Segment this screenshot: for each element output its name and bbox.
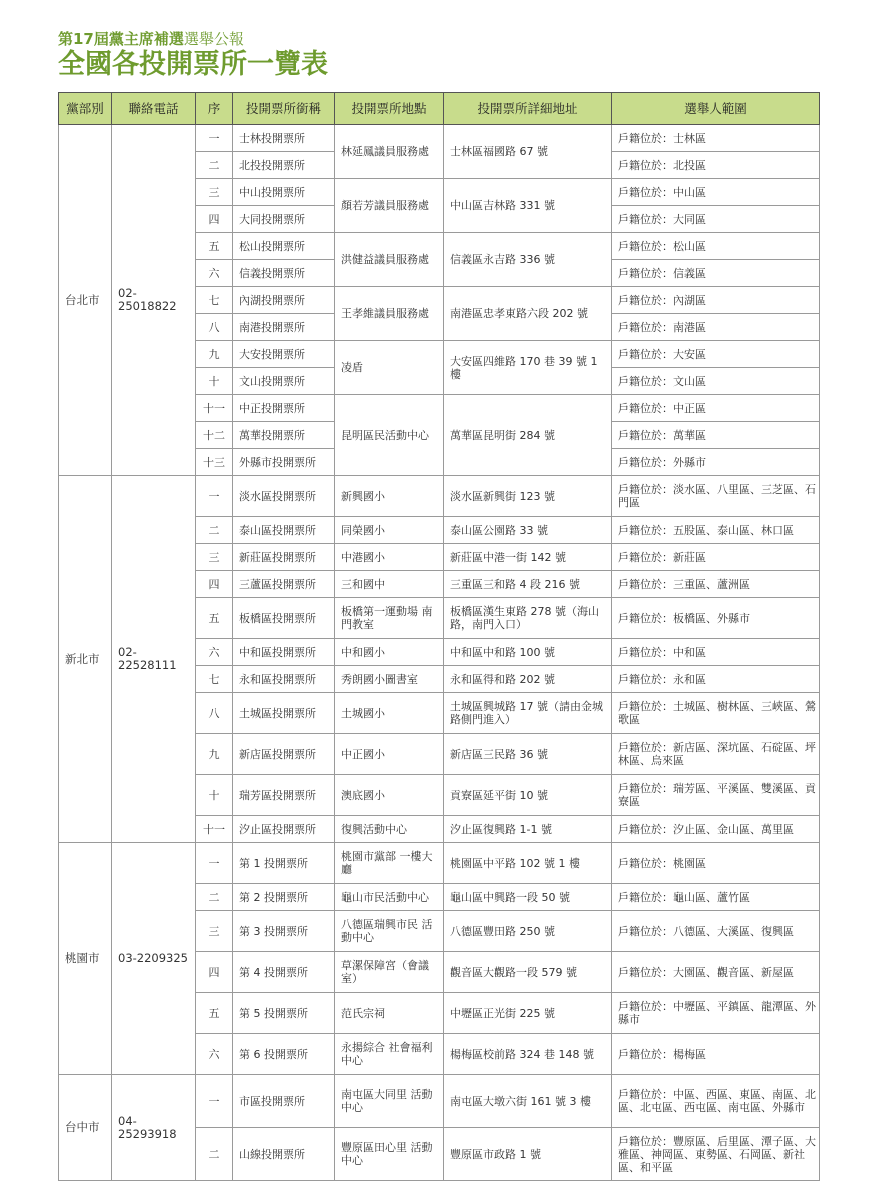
column-header: 投開票所地點 bbox=[335, 93, 444, 125]
location-cell: 凌盾 bbox=[335, 341, 444, 395]
station-name-cell: 第 4 投開票所 bbox=[233, 952, 335, 993]
station-name-cell: 士林投開票所 bbox=[233, 125, 335, 152]
seq-cell: 四 bbox=[196, 571, 233, 598]
table-row bbox=[59, 843, 820, 884]
table-header-row bbox=[59, 93, 820, 125]
location-cell: 中港國小 bbox=[335, 544, 444, 571]
seq-cell: 三 bbox=[196, 911, 233, 952]
location-cell: 桃園市黨部 一樓大廳 bbox=[335, 843, 444, 884]
location-cell: 洪健益議員服務處 bbox=[335, 233, 444, 287]
scope-cell: 戶籍位於：汐止區、金山區、萬里區 bbox=[612, 816, 820, 843]
seq-cell: 三 bbox=[196, 179, 233, 206]
seq-cell: 十 bbox=[196, 368, 233, 395]
address-cell: 板橋區漢生東路 278 號（海山路，南門入口） bbox=[444, 598, 612, 639]
bulletin-subtitle bbox=[58, 30, 328, 48]
seq-cell: 六 bbox=[196, 1034, 233, 1075]
seq-cell: 五 bbox=[196, 993, 233, 1034]
scope-cell: 戶籍位於：中壢區、平鎮區、龍潭區、外縣市 bbox=[612, 993, 820, 1034]
station-name-cell: 第 1 投開票所 bbox=[233, 843, 335, 884]
address-cell: 楊梅區校前路 324 巷 148 號 bbox=[444, 1034, 612, 1075]
seq-cell: 三 bbox=[196, 544, 233, 571]
address-cell: 八德區豐田路 250 號 bbox=[444, 911, 612, 952]
address-cell: 永和區得和路 202 號 bbox=[444, 666, 612, 693]
page-title: 全國各投開票所一覽表 bbox=[58, 49, 328, 80]
address-cell: 中山區吉林路 331 號 bbox=[444, 179, 612, 233]
scope-cell: 戶籍位於：桃園區 bbox=[612, 843, 820, 884]
seq-cell: 九 bbox=[196, 734, 233, 775]
location-cell: 三和國中 bbox=[335, 571, 444, 598]
seq-cell: 六 bbox=[196, 639, 233, 666]
phone-cell: 03-2209325 bbox=[112, 843, 196, 1075]
station-name-cell: 北投投開票所 bbox=[233, 152, 335, 179]
seq-cell: 八 bbox=[196, 693, 233, 734]
location-cell: 龜山市民活動中心 bbox=[335, 884, 444, 911]
station-name-cell: 第 3 投開票所 bbox=[233, 911, 335, 952]
department-cell: 新北市 bbox=[59, 476, 112, 843]
station-name-cell: 第 2 投開票所 bbox=[233, 884, 335, 911]
seq-cell: 十三 bbox=[196, 449, 233, 476]
scope-cell: 戶籍位於：三重區、蘆洲區 bbox=[612, 571, 820, 598]
address-cell: 龜山區中興路一段 50 號 bbox=[444, 884, 612, 911]
seq-cell: 八 bbox=[196, 314, 233, 341]
column-header: 聯絡電話 bbox=[112, 93, 196, 125]
scope-cell: 戶籍位於：大園區、觀音區、新屋區 bbox=[612, 952, 820, 993]
scope-cell: 戶籍位於：土城區、樹林區、三峽區、鶯歌區 bbox=[612, 693, 820, 734]
location-cell: 林延鳳議員服務處 bbox=[335, 125, 444, 179]
subtitle-bold: 第17屆黨主席補選 bbox=[58, 30, 184, 48]
seq-cell: 十一 bbox=[196, 395, 233, 422]
address-cell: 萬華區昆明街 284 號 bbox=[444, 395, 612, 476]
scope-cell: 戶籍位於：永和區 bbox=[612, 666, 820, 693]
seq-cell: 四 bbox=[196, 952, 233, 993]
column-header: 投開票所銜稱 bbox=[233, 93, 335, 125]
station-name-cell: 新店區投開票所 bbox=[233, 734, 335, 775]
location-cell: 王孝維議員服務處 bbox=[335, 287, 444, 341]
station-name-cell: 板橋區投開票所 bbox=[233, 598, 335, 639]
seq-cell: 二 bbox=[196, 152, 233, 179]
station-name-cell: 大安投開票所 bbox=[233, 341, 335, 368]
address-cell: 豐原區市政路 1 號 bbox=[444, 1128, 612, 1181]
scope-cell: 戶籍位於：淡水區、八里區、三芝區、石門區 bbox=[612, 476, 820, 517]
department-cell: 台中市 bbox=[59, 1075, 112, 1181]
location-cell: 八德區瑞興市民 活動中心 bbox=[335, 911, 444, 952]
station-name-cell: 中和區投開票所 bbox=[233, 639, 335, 666]
location-cell: 新興國小 bbox=[335, 476, 444, 517]
seq-cell: 二 bbox=[196, 517, 233, 544]
scope-cell: 戶籍位於：新莊區 bbox=[612, 544, 820, 571]
department-cell: 台北市 bbox=[59, 125, 112, 476]
seq-cell: 十 bbox=[196, 775, 233, 816]
column-header: 序 bbox=[196, 93, 233, 125]
station-name-cell: 新莊區投開票所 bbox=[233, 544, 335, 571]
station-name-cell: 第 6 投開票所 bbox=[233, 1034, 335, 1075]
address-cell: 士林區福國路 67 號 bbox=[444, 125, 612, 179]
station-name-cell: 汐止區投開票所 bbox=[233, 816, 335, 843]
address-cell: 信義區永吉路 336 號 bbox=[444, 233, 612, 287]
phone-cell: 02-25018822 bbox=[112, 125, 196, 476]
location-cell: 顏若芳議員服務處 bbox=[335, 179, 444, 233]
location-cell: 板橋第一運動場 南門教室 bbox=[335, 598, 444, 639]
seq-cell: 五 bbox=[196, 233, 233, 260]
scope-cell: 戶籍位於：中山區 bbox=[612, 179, 820, 206]
location-cell: 澳底國小 bbox=[335, 775, 444, 816]
station-name-cell: 內湖投開票所 bbox=[233, 287, 335, 314]
location-cell: 中和國小 bbox=[335, 639, 444, 666]
scope-cell: 戶籍位於：板橋區、外縣市 bbox=[612, 598, 820, 639]
seq-cell: 一 bbox=[196, 476, 233, 517]
location-cell: 南屯區大同里 活動中心 bbox=[335, 1075, 444, 1128]
station-name-cell: 淡水區投開票所 bbox=[233, 476, 335, 517]
phone-cell: 02-22528111 bbox=[112, 476, 196, 843]
location-cell: 同榮國小 bbox=[335, 517, 444, 544]
table-row bbox=[59, 1075, 820, 1128]
seq-cell: 一 bbox=[196, 843, 233, 884]
location-cell: 昆明區民活動中心 bbox=[335, 395, 444, 476]
address-cell: 中和區中和路 100 號 bbox=[444, 639, 612, 666]
seq-cell: 九 bbox=[196, 341, 233, 368]
station-name-cell: 三蘆區投開票所 bbox=[233, 571, 335, 598]
scope-cell: 戶籍位於：瑞芳區、平溪區、雙溪區、貢寮區 bbox=[612, 775, 820, 816]
station-name-cell: 市區投開票所 bbox=[233, 1075, 335, 1128]
scope-cell: 戶籍位於：內湖區 bbox=[612, 287, 820, 314]
location-cell: 范氏宗祠 bbox=[335, 993, 444, 1034]
seq-cell: 六 bbox=[196, 260, 233, 287]
scope-cell: 戶籍位於：五股區、泰山區、林口區 bbox=[612, 517, 820, 544]
station-name-cell: 外縣市投開票所 bbox=[233, 449, 335, 476]
scope-cell: 戶籍位於：松山區 bbox=[612, 233, 820, 260]
scope-cell: 戶籍位於：八德區、大溪區、復興區 bbox=[612, 911, 820, 952]
scope-cell: 戶籍位於：文山區 bbox=[612, 368, 820, 395]
location-cell: 秀朗國小圖書室 bbox=[335, 666, 444, 693]
station-name-cell: 山線投開票所 bbox=[233, 1128, 335, 1181]
station-name-cell: 中山投開票所 bbox=[233, 179, 335, 206]
scope-cell: 戶籍位於：中正區 bbox=[612, 395, 820, 422]
column-header: 選舉人範圍 bbox=[612, 93, 820, 125]
subtitle-light: 選舉公報 bbox=[183, 30, 244, 48]
seq-cell: 十一 bbox=[196, 816, 233, 843]
location-cell: 永揚綜合 社會福利中心 bbox=[335, 1034, 444, 1075]
address-cell: 貢寮區延平街 10 號 bbox=[444, 775, 612, 816]
address-cell: 觀音區大觀路一段 579 號 bbox=[444, 952, 612, 993]
station-name-cell: 大同投開票所 bbox=[233, 206, 335, 233]
scope-cell: 戶籍位於：大安區 bbox=[612, 341, 820, 368]
scope-cell: 戶籍位於：龜山區、蘆竹區 bbox=[612, 884, 820, 911]
scope-cell: 戶籍位於：大同區 bbox=[612, 206, 820, 233]
location-cell: 豐原區田心里 活動中心 bbox=[335, 1128, 444, 1181]
station-name-cell: 永和區投開票所 bbox=[233, 666, 335, 693]
address-cell: 中壢區正光街 225 號 bbox=[444, 993, 612, 1034]
page-header bbox=[58, 30, 328, 81]
seq-cell: 一 bbox=[196, 125, 233, 152]
seq-cell: 十二 bbox=[196, 422, 233, 449]
table-row bbox=[59, 476, 820, 517]
seq-cell: 一 bbox=[196, 1075, 233, 1128]
location-cell: 中正國小 bbox=[335, 734, 444, 775]
address-cell: 三重區三和路 4 段 216 號 bbox=[444, 571, 612, 598]
location-cell: 土城國小 bbox=[335, 693, 444, 734]
phone-cell: 04-25293918 bbox=[112, 1075, 196, 1181]
scope-cell: 戶籍位於：中區、西區、東區、南區、北區、北屯區、西屯區、南屯區、外縣市 bbox=[612, 1075, 820, 1128]
station-name-cell: 萬華投開票所 bbox=[233, 422, 335, 449]
station-name-cell: 瑞芳區投開票所 bbox=[233, 775, 335, 816]
table-row bbox=[59, 125, 820, 152]
address-cell: 新店區三民路 36 號 bbox=[444, 734, 612, 775]
address-cell: 南屯區大墩六街 161 號 3 樓 bbox=[444, 1075, 612, 1128]
address-cell: 新莊區中港一街 142 號 bbox=[444, 544, 612, 571]
seq-cell: 四 bbox=[196, 206, 233, 233]
address-cell: 桃園區中平路 102 號 1 樓 bbox=[444, 843, 612, 884]
station-name-cell: 中正投開票所 bbox=[233, 395, 335, 422]
seq-cell: 七 bbox=[196, 287, 233, 314]
station-name-cell: 泰山區投開票所 bbox=[233, 517, 335, 544]
station-name-cell: 文山投開票所 bbox=[233, 368, 335, 395]
scope-cell: 戶籍位於：南港區 bbox=[612, 314, 820, 341]
address-cell: 泰山區公園路 33 號 bbox=[444, 517, 612, 544]
address-cell: 土城區興城路 17 號（請由金城路側門進入） bbox=[444, 693, 612, 734]
scope-cell: 戶籍位於：豐原區、后里區、潭子區、大雅區、神岡區、東勢區、石岡區、新社區、和平區 bbox=[612, 1128, 820, 1181]
seq-cell: 五 bbox=[196, 598, 233, 639]
address-cell: 南港區忠孝東路六段 202 號 bbox=[444, 287, 612, 341]
station-name-cell: 第 5 投開票所 bbox=[233, 993, 335, 1034]
column-header: 投開票所詳細地址 bbox=[444, 93, 612, 125]
address-cell: 大安區四維路 170 巷 39 號 1 樓 bbox=[444, 341, 612, 395]
seq-cell: 七 bbox=[196, 666, 233, 693]
seq-cell: 二 bbox=[196, 1128, 233, 1181]
scope-cell: 戶籍位於：楊梅區 bbox=[612, 1034, 820, 1075]
address-cell: 汐止區復興路 1-1 號 bbox=[444, 816, 612, 843]
polling-stations-table bbox=[58, 92, 820, 1181]
address-cell: 淡水區新興街 123 號 bbox=[444, 476, 612, 517]
department-cell: 桃園市 bbox=[59, 843, 112, 1075]
seq-cell: 二 bbox=[196, 884, 233, 911]
scope-cell: 戶籍位於：北投區 bbox=[612, 152, 820, 179]
scope-cell: 戶籍位於：信義區 bbox=[612, 260, 820, 287]
station-name-cell: 信義投開票所 bbox=[233, 260, 335, 287]
scope-cell: 戶籍位於：外縣市 bbox=[612, 449, 820, 476]
station-name-cell: 南港投開票所 bbox=[233, 314, 335, 341]
scope-cell: 戶籍位於：中和區 bbox=[612, 639, 820, 666]
location-cell: 草漯保障宮（會議室） bbox=[335, 952, 444, 993]
location-cell: 復興活動中心 bbox=[335, 816, 444, 843]
column-header: 黨部別 bbox=[59, 93, 112, 125]
station-name-cell: 松山投開票所 bbox=[233, 233, 335, 260]
scope-cell: 戶籍位於：新店區、深坑區、石碇區、坪林區、烏來區 bbox=[612, 734, 820, 775]
scope-cell: 戶籍位於：士林區 bbox=[612, 125, 820, 152]
scope-cell: 戶籍位於：萬華區 bbox=[612, 422, 820, 449]
station-name-cell: 土城區投開票所 bbox=[233, 693, 335, 734]
